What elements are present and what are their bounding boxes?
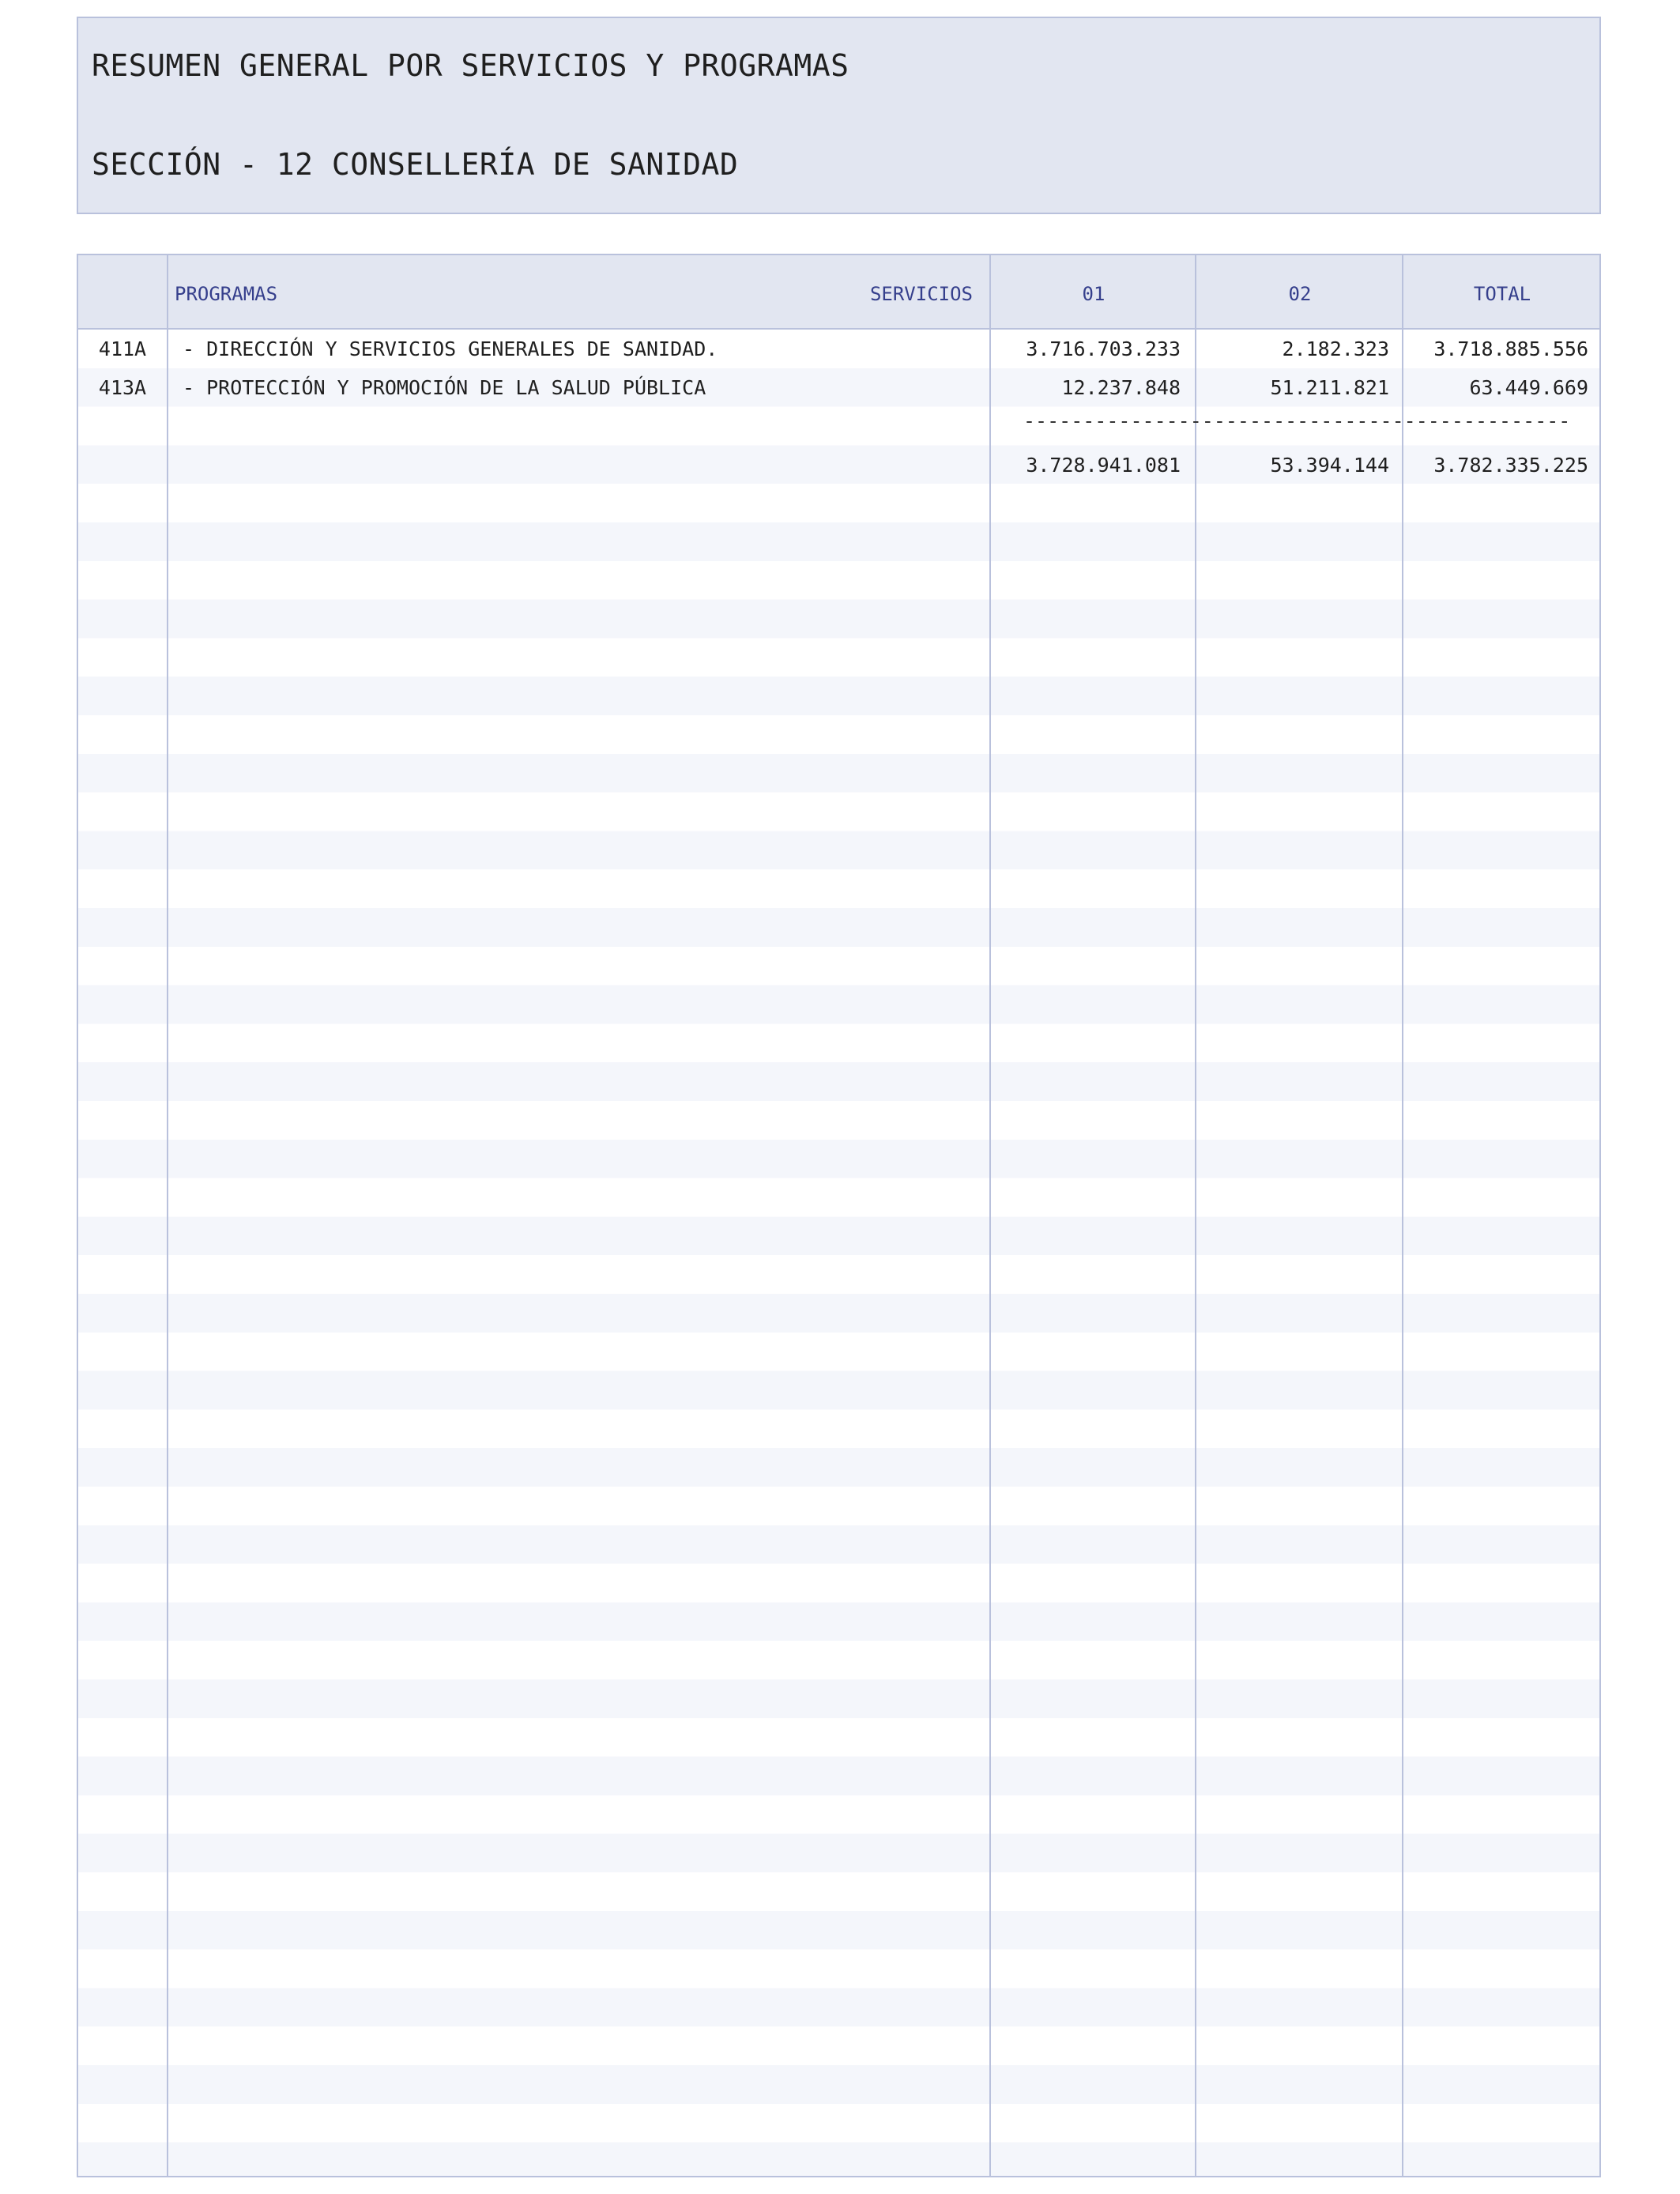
column-divider	[1402, 255, 1403, 2176]
program-code: 411A	[98, 337, 147, 360]
header-col-01: 01	[1082, 283, 1106, 305]
value-total: 63.449.669	[1469, 376, 1588, 399]
column-divider	[989, 255, 991, 2176]
row-stripes	[78, 330, 1599, 2176]
header-col-02: 02	[1288, 283, 1312, 305]
table-row	[78, 369, 1599, 408]
column-divider	[1195, 255, 1196, 2176]
report-title: RESUMEN GENERAL POR SERVICIOS Y PROGRAMAS	[92, 48, 849, 83]
total-separator: ----------------------------------------------	[1023, 409, 1571, 432]
budget-summary-table	[77, 254, 1601, 2177]
grand-total: 3.782.335.225	[1433, 454, 1588, 477]
value-01: 12.237.848	[1061, 376, 1181, 399]
value-total: 3.718.885.556	[1433, 337, 1588, 360]
separator-row	[78, 408, 1599, 447]
header-servicios: SERVICIOS	[869, 283, 973, 305]
value-01: 3.716.703.233	[1026, 337, 1181, 360]
column-divider	[167, 255, 168, 2176]
total-02: 53.394.144	[1270, 454, 1389, 477]
table-row	[78, 330, 1599, 369]
header-total: TOTAL	[1473, 283, 1531, 305]
program-description: - PROTECCIÓN Y PROMOCIÓN DE LA SALUD PÚBLICA	[183, 376, 706, 399]
document-title-box	[77, 17, 1601, 214]
total-01: 3.728.941.081	[1026, 454, 1181, 477]
totals-row	[78, 447, 1599, 485]
program-code: 413A	[98, 376, 147, 399]
value-02: 51.211.821	[1270, 376, 1389, 399]
section-title: SECCIÓN - 12 CONSELLERÍA DE SANIDAD	[92, 147, 739, 182]
program-description: - DIRECCIÓN Y SERVICIOS GENERALES DE SANIDAD.	[183, 337, 718, 360]
header-programas: PROGRAMAS	[175, 283, 278, 305]
value-02: 2.182.323	[1282, 337, 1389, 360]
table-header	[78, 255, 1599, 330]
